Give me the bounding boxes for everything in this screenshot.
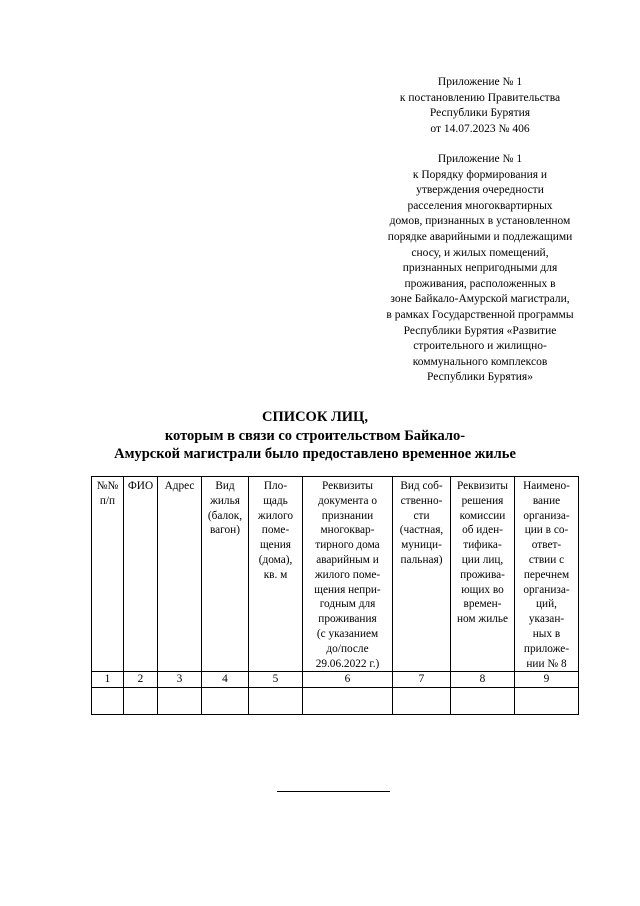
column-number: 4: [202, 672, 249, 688]
appendix-procedure-line: Приложение № 1: [437, 153, 523, 165]
appendix-procedure-line: к Порядку формирования и: [412, 168, 548, 181]
column-header-housing-type: Вид жилья (балок, вагон): [202, 477, 249, 672]
appendix-procedure-line: Республики Бурятия»: [427, 371, 533, 384]
empty-cell: [303, 688, 393, 715]
title-line: Амурской магистрали было предоставлено временное жилье: [114, 446, 516, 462]
empty-cell: [124, 688, 158, 715]
column-header-number: №№ п/п: [92, 477, 124, 672]
appendix-procedure-block: [358, 152, 602, 386]
column-header-address: Адрес: [158, 477, 202, 672]
appendix-procedure-line: сносу, и жилых помещений,: [411, 246, 549, 259]
empty-data-row: [92, 688, 579, 715]
title-line: которым в связи со строительством Байкало-: [164, 427, 466, 444]
appendix-procedure-line: порядке аварийными и подлежащими: [387, 230, 573, 243]
column-number: 9: [515, 672, 579, 688]
appendix-resolution-block: [365, 75, 595, 137]
appendix-procedure-line: признанных непригодными для: [402, 262, 558, 275]
empty-cell: [202, 688, 249, 715]
appendix-procedure-line: утверждения очередности: [416, 184, 544, 197]
column-number: 2: [124, 672, 158, 688]
appendix-procedure-line: проживания, расположенных в: [404, 277, 556, 290]
column-header-emergency-document: Реквизиты документа о признании многоквар- тирного дома аварийным и жилого поме- щения непри- годным для проживания (с указанием до/после 29.06.2022 г.): [303, 477, 393, 672]
column-number: 5: [249, 672, 303, 688]
column-number: 6: [303, 672, 393, 688]
appendix-procedure-line: коммунального комплексов: [412, 355, 548, 368]
column-header-organization: Наимено- вание организа- ции в со- ответ- ствии с перечнем организа- ций, указан- ных в приложе- нии № 8: [515, 477, 579, 672]
appendix-resolution-line: Приложение № 1: [437, 76, 523, 88]
empty-cell: [249, 688, 303, 715]
column-number-row: [92, 672, 579, 688]
appendix-procedure-line: в рамках Государственной программы: [386, 308, 574, 321]
table-header-row: [92, 477, 579, 672]
appendix-procedure-line: зоне Байкало-Амурской магистрали,: [390, 293, 570, 306]
persons-table: [91, 476, 579, 715]
empty-cell: [92, 688, 124, 715]
appendix-resolution-line: к постановлению Правительства: [399, 91, 561, 104]
appendix-procedure-line: домов, признанных в установленном: [389, 215, 571, 228]
appendix-procedure-line: Республики Бурятия «Развитие: [403, 324, 557, 337]
column-number: 3: [158, 672, 202, 688]
closing-rule: [277, 791, 390, 792]
column-number: 7: [393, 672, 451, 688]
column-number: 1: [92, 672, 124, 688]
empty-cell: [451, 688, 515, 715]
empty-cell: [393, 688, 451, 715]
appendix-procedure-line: расселения многоквартирных: [407, 199, 553, 212]
appendix-resolution-line: Республики Бурятия: [429, 107, 531, 120]
column-number: 8: [451, 672, 515, 688]
appendix-procedure-line: строительного и жилищно-: [413, 340, 547, 353]
appendix-resolution-line: от 14.07.2023 № 406: [430, 122, 530, 135]
empty-cell: [515, 688, 579, 715]
column-header-ownership-type: Вид соб- ственно- сти (частная, муници- пальная): [393, 477, 451, 672]
column-header-full-name: ФИО: [124, 477, 158, 672]
title-line: СПИСОК ЛИЦ,: [262, 409, 368, 425]
document-title: [70, 408, 560, 464]
empty-cell: [158, 688, 202, 715]
column-header-commission-decision: Реквизиты решения комиссии об иден- тифика- ции лиц, прожива- ющих во времен- ном жилье: [451, 477, 515, 672]
column-header-area: Пло- щадь жилого поме- щения (дома), кв. м: [249, 477, 303, 672]
